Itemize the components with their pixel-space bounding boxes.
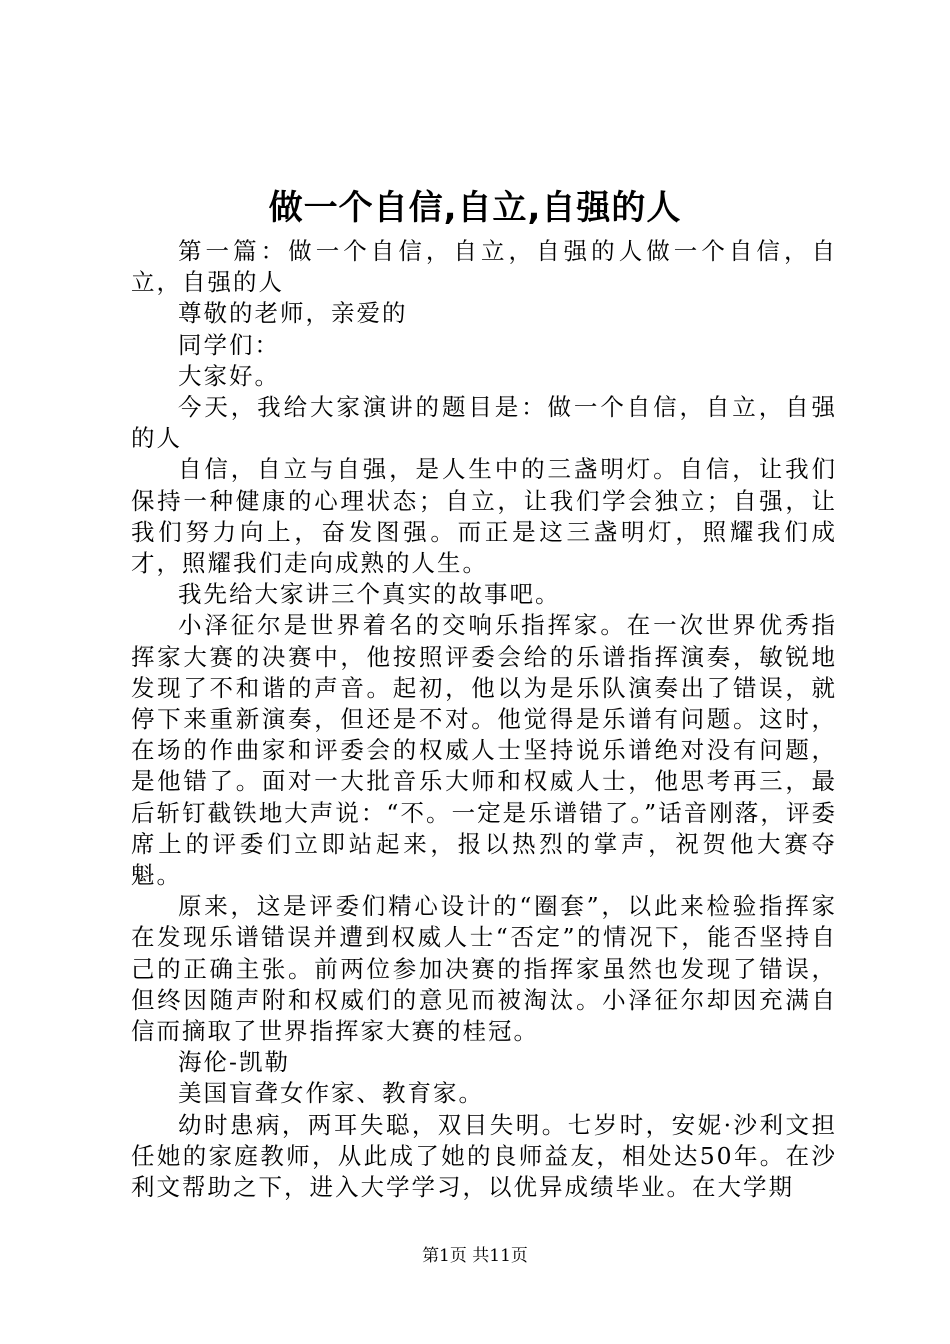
paragraph: 自信，自立与自强，是人生中的三盏明灯。自信，让我们保持一种健康的心理状态；自立，让我们学会独立；自强，让我们努力向上，奋发图强。而正是这三盏明灯，照耀我们成才，照耀我们走向成熟的人生。 <box>131 455 837 578</box>
paragraph: 我先给大家讲三个真实的故事吧。 <box>178 580 561 609</box>
paragraph: 尊敬的老师，亲爱的 <box>178 299 408 328</box>
document-body <box>131 236 837 1203</box>
paragraph: 小泽征尔是世界着名的交响乐指挥家。在一次世界优秀指挥家大赛的决赛中，他按照评委会给的乐谱指挥演奏，敏锐地发现了不和谐的声音。起初，他以为是乐队演奏出了错误，就停下来重新演奏，但还是不对。他觉得是乐谱有问题。这时，在场的作曲家和评委会的权威人士坚持说乐谱绝对没有问题，是他错了。面对一大批音乐大师和权威人士，他思考再三，最后斩钉截铁地大声说：“不。一定是乐谱错了。”话音刚落，评委席上的评委们立即站起来，报以热烈的掌声，祝贺他大赛夺魁。 <box>131 611 837 890</box>
paragraph: 美国盲聋女作家、教育家。 <box>178 1079 484 1108</box>
paragraph: 同学们： <box>178 330 280 359</box>
paragraph: 幼时患病，两耳失聪，双目失明。七岁时，安妮·沙利文担任她的家庭教师，从此成了她的良师益友，相处达50年。在沙利文帮助之下，进入大学学习，以优异成绩毕业。在大学期 <box>131 1110 837 1202</box>
paragraph: 海伦-凯勒 <box>178 1048 290 1077</box>
paragraph: 今天，我给大家演讲的题目是：做一个自信，自立，自强的人 <box>131 393 837 453</box>
page-number-footer: 第1页 共11页 <box>422 1246 528 1266</box>
paragraph: 大家好。 <box>178 361 280 390</box>
document-title: 做一个自信,自立,自强的人 <box>268 188 682 228</box>
paragraph: 原来，这是评委们精心设计的“圈套”，以此来检验指挥家在发现乐谱错误并遭到权威人士“否定”的情况下，能否坚持自己的正确主张。前两位参加决赛的指挥家虽然也发现了错误，但终因随声附和权威们的意见而被淘汰。小泽征尔却因充满自信而摘取了世界指挥家大赛的桂冠。 <box>131 892 837 1046</box>
paragraph: 第一篇：做一个自信，自立，自强的人做一个自信，自立，自强的人 <box>131 237 837 297</box>
